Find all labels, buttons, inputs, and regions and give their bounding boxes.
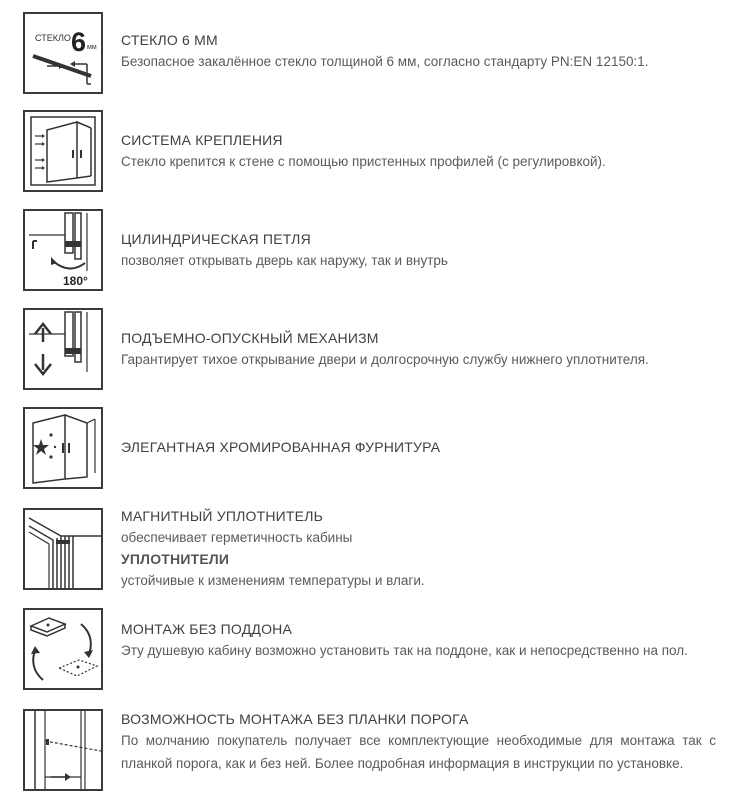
svg-text:180°: 180°: [63, 274, 88, 288]
install-without-tray-icon: [23, 608, 103, 690]
feature-subtitle: УПЛОТНИТЕЛИ: [121, 551, 230, 567]
glass-thickness-icon: [23, 12, 103, 94]
lift-mechanism-icon: [23, 308, 103, 390]
feature-description: обеспечивает герметичность кабины: [121, 530, 353, 545]
no-threshold-icon: [23, 709, 103, 791]
feature-subdescription: устойчивые к изменениям температуры и влаги.: [121, 573, 425, 588]
feature-title: ПОДЪЕМНО-ОПУСКНЫЙ МЕХАНИЗМ: [121, 330, 379, 346]
mounting-system-icon: [23, 110, 103, 192]
magnetic-seal-icon: [23, 508, 103, 590]
svg-text:6: 6: [71, 27, 87, 57]
feature-description: По молчанию покупатель получает все комплектующие необходимые для монтажа так с планкой порога, как и без ней. Более подробная информация в инструкции по установке.: [121, 733, 716, 771]
feature-title: ЭЛЕГАНТНАЯ ХРОМИРОВАННАЯ ФУРНИТУРА: [121, 439, 441, 455]
cylindrical-hinge-icon: [23, 209, 103, 291]
feature-title: ВОЗМОЖНОСТЬ МОНТАЖА БЕЗ ПЛАНКИ ПОРОГА: [121, 711, 469, 727]
feature-description: Эту душевую кабину возможно установить так на поддоне, как и непосредственно на пол.: [121, 643, 688, 658]
feature-title: МОНТАЖ БЕЗ ПОДДОНА: [121, 621, 293, 637]
feature-title: ЦИЛИНДРИЧЕСКАЯ ПЕТЛЯ: [121, 231, 311, 247]
feature-description: Безопасное закалённое стекло толщиной 6 мм, согласно стандарту PN:EN 12150:1.: [121, 54, 649, 69]
feature-description: позволяет открывать дверь как наружу, так и внутрь: [121, 253, 448, 268]
feature-description: Гарантирует тихое открывание двери и долгосрочную службу нижнего уплотнителя.: [121, 352, 649, 367]
feature-title: МАГНИТНЫЙ УПЛОТНИТЕЛЬ: [121, 508, 323, 524]
feature-description: Стекло крепится к стене с помощью пристенных профилей (с регулировкой).: [121, 154, 606, 169]
svg-text:СТЕКЛО: СТЕКЛО: [35, 33, 71, 43]
chrome-fittings-icon: [23, 407, 103, 489]
feature-title: СТЕКЛО 6 ММ: [121, 32, 218, 48]
feature-title: СИСТЕМА КРЕПЛЕНИЯ: [121, 132, 283, 148]
svg-text:мм: мм: [87, 44, 97, 51]
